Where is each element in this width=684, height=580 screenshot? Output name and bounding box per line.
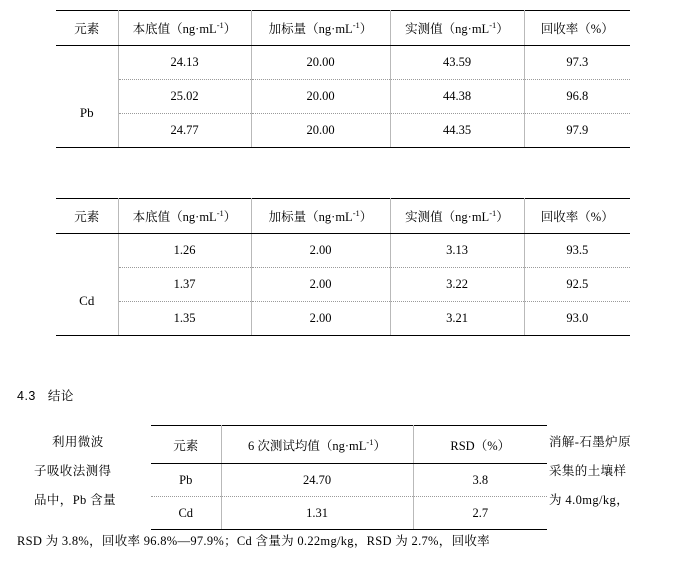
cell-spike: 20.00 xyxy=(251,80,390,114)
table-header-row xyxy=(151,426,547,464)
summary-table xyxy=(151,425,547,530)
cell-background: 24.13 xyxy=(118,46,251,80)
conclusion-right-line-2: 采集的土壤样 xyxy=(549,464,627,478)
conclusion-right-column xyxy=(549,428,679,515)
superscript: -1 xyxy=(216,207,224,218)
section-title: 结论 xyxy=(47,389,74,403)
superscript: -1 xyxy=(352,207,360,218)
column-header-element: 元素 xyxy=(151,426,221,464)
cell-mean: 24.70 xyxy=(221,464,413,497)
table-row xyxy=(56,114,630,148)
table-row xyxy=(56,302,630,336)
conclusion-right-line-1: 消解-石墨炉原 xyxy=(549,435,631,449)
cell-spike: 20.00 xyxy=(251,46,390,80)
cd-recovery-table xyxy=(56,198,630,336)
column-header-measured xyxy=(390,11,524,46)
cell-recovery: 97.3 xyxy=(524,46,630,80)
column-header-spike xyxy=(251,199,390,234)
header-text: 实测值（ng·mL xyxy=(405,22,490,36)
cell-recovery: 96.8 xyxy=(524,80,630,114)
cell-element: Pb xyxy=(56,80,118,148)
conclusion-left-column xyxy=(34,428,152,515)
cell-spike: 2.00 xyxy=(251,302,390,336)
cell-recovery: 93.0 xyxy=(524,302,630,336)
header-text: 6 次测试均值（ng·mL xyxy=(247,438,367,453)
cell-spike: 2.00 xyxy=(251,268,390,302)
superscript: -1 xyxy=(489,207,497,218)
cell-background: 24.77 xyxy=(118,114,251,148)
header-text-tail: ） xyxy=(373,438,386,453)
cell-element: Pb xyxy=(151,464,221,497)
header-text: 本底值（ng·mL xyxy=(132,22,217,36)
header-text: 加标量（ng·mL xyxy=(268,210,353,224)
table-row xyxy=(56,80,630,114)
cell-measured: 43.59 xyxy=(390,46,524,80)
header-text: 加标量（ng·mL xyxy=(268,22,353,36)
column-header-rsd: RSD（%） xyxy=(413,426,547,464)
cell-recovery: 97.9 xyxy=(524,114,630,148)
cell-background: 1.35 xyxy=(118,302,251,336)
column-header-background xyxy=(118,11,251,46)
cell-measured: 3.22 xyxy=(390,268,524,302)
table-header-row xyxy=(56,199,630,234)
header-text-tail: ） xyxy=(496,210,509,224)
header-text-tail: ） xyxy=(496,22,509,36)
cell-rsd: 2.7 xyxy=(413,497,547,530)
superscript: -1 xyxy=(366,436,374,447)
header-text: 实测值（ng·mL xyxy=(405,210,490,224)
conclusion-left-line-2: 子吸收法测得 xyxy=(34,464,112,478)
table-header-row xyxy=(56,11,630,46)
table-row xyxy=(151,464,547,497)
conclusion-right-line-3: 为 4.0mg/kg， xyxy=(549,493,630,507)
cell-recovery: 92.5 xyxy=(524,268,630,302)
cell-measured: 44.38 xyxy=(390,80,524,114)
cell-mean: 1.31 xyxy=(221,497,413,530)
column-header-spike xyxy=(251,11,390,46)
cell-recovery: 93.5 xyxy=(524,234,630,268)
column-header-element: 元素 xyxy=(56,11,118,46)
cell-element: Cd xyxy=(151,497,221,530)
cell-measured: 3.13 xyxy=(390,234,524,268)
cell-measured: 44.35 xyxy=(390,114,524,148)
cell-spike: 20.00 xyxy=(251,114,390,148)
column-header-mean xyxy=(221,426,413,464)
column-header-element: 元素 xyxy=(56,199,118,234)
cell-element: Cd xyxy=(56,268,118,336)
section-heading xyxy=(17,386,74,404)
conclusion-left-line-1: 利用微波 xyxy=(52,435,104,449)
superscript: -1 xyxy=(216,19,224,30)
cell-spike: 2.00 xyxy=(251,234,390,268)
column-header-background xyxy=(118,199,251,234)
table-row xyxy=(56,234,630,268)
cell-rsd: 3.8 xyxy=(413,464,547,497)
cell-background: 1.26 xyxy=(118,234,251,268)
superscript: -1 xyxy=(352,19,360,30)
header-text-tail: ） xyxy=(359,210,373,224)
column-header-recovery: 回收率（%） xyxy=(524,199,630,234)
section-number: 4.3 xyxy=(17,389,36,403)
superscript: -1 xyxy=(489,19,497,30)
table-row xyxy=(56,46,630,80)
table-row xyxy=(151,497,547,530)
cell-element-spacer xyxy=(56,46,118,80)
cell-measured: 3.21 xyxy=(390,302,524,336)
conclusion-left-line-3: 品中，Pb 含量 xyxy=(34,493,117,507)
header-text-tail: ） xyxy=(223,210,237,224)
cell-background: 1.37 xyxy=(118,268,251,302)
conclusion-bottom-line: RSD 为 3.8%，回收率 96.8%—97.9%；Cd 含量为 0.22mg/kg，RSD 为 2.7%，回收率 xyxy=(17,534,490,548)
column-header-recovery: 回收率（%） xyxy=(524,11,630,46)
header-text-tail: ） xyxy=(223,22,237,36)
cell-element-spacer xyxy=(56,234,118,268)
header-text: 本底值（ng·mL xyxy=(132,210,217,224)
header-text-tail: ） xyxy=(359,22,373,36)
table-row xyxy=(56,268,630,302)
cell-background: 25.02 xyxy=(118,80,251,114)
pb-recovery-table xyxy=(56,10,630,148)
column-header-measured xyxy=(390,199,524,234)
